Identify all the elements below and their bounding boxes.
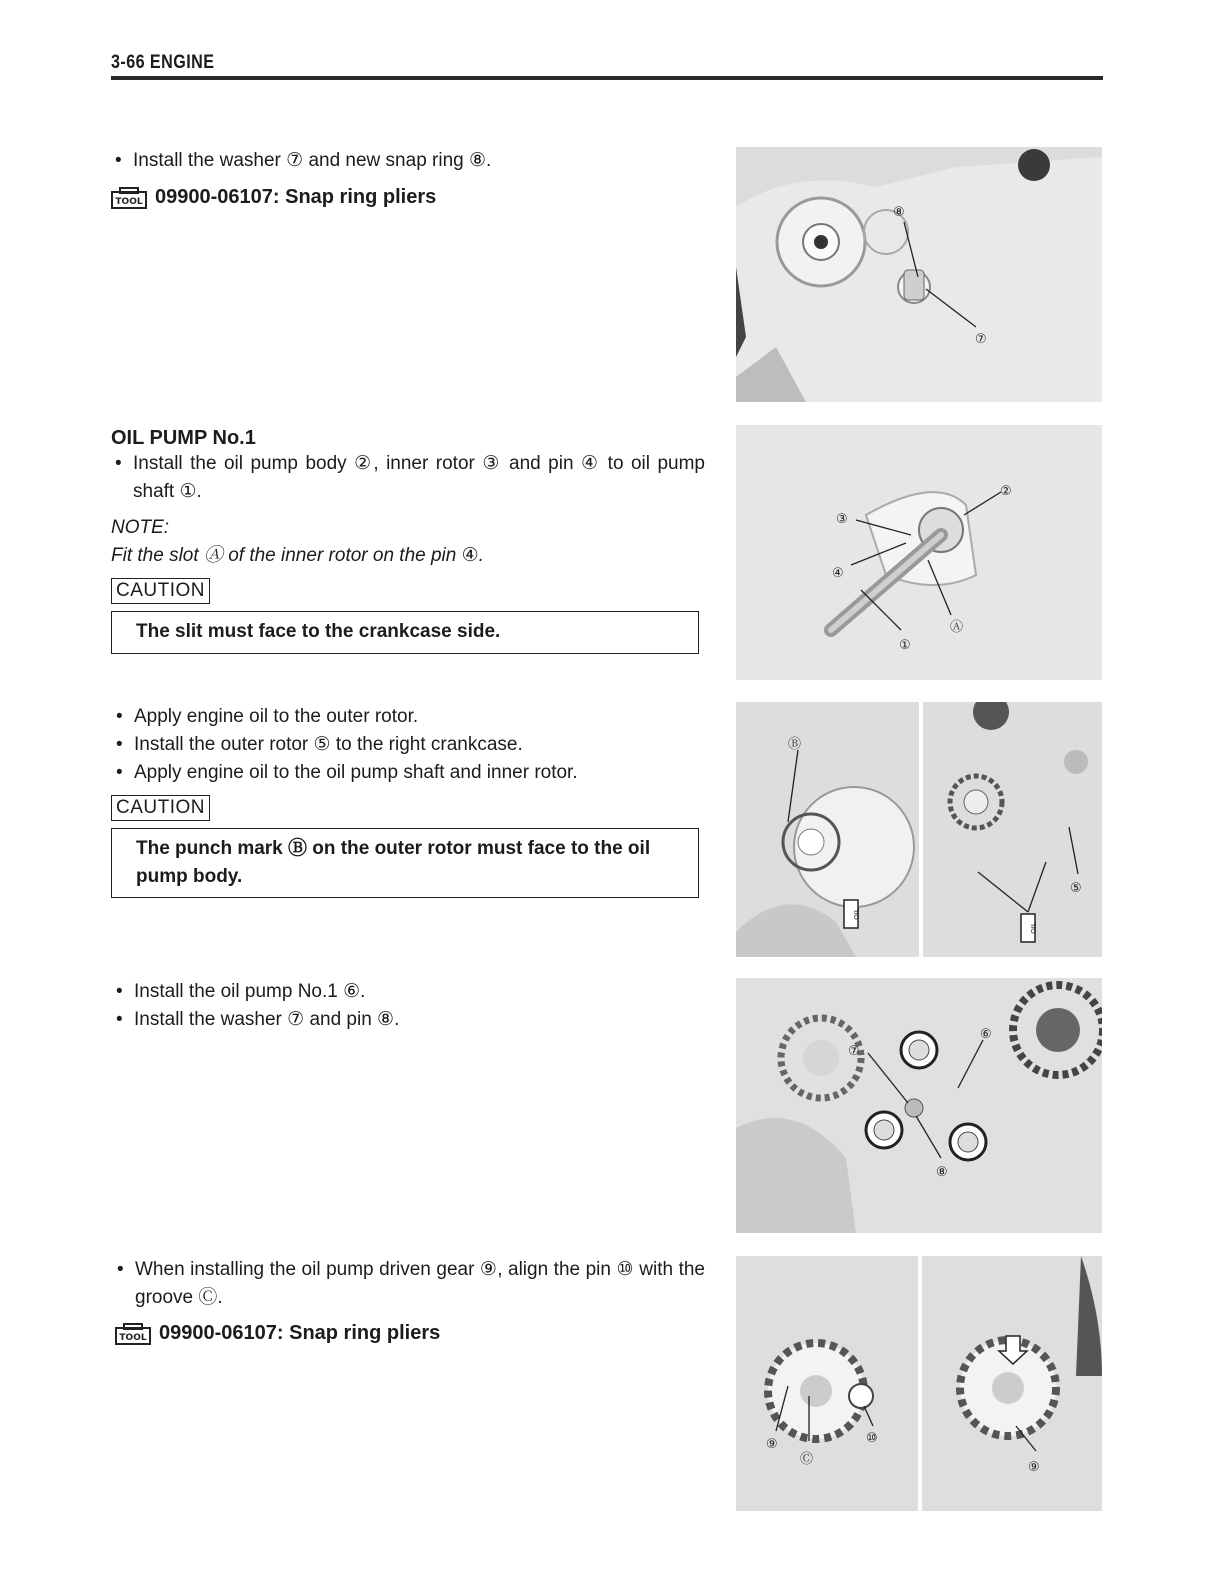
- s5-tool-text: 09900-06107: Snap ring pliers: [159, 1322, 441, 1344]
- photo-oil-pump-installed: [736, 978, 1102, 1233]
- s3-bullet-1: • Apply engine oil to the outer rotor.: [134, 703, 704, 731]
- s3-caution-box: [111, 828, 699, 898]
- p4-callout-7: ⑦: [848, 1044, 860, 1059]
- tool-icon-label: TOOL: [115, 196, 143, 207]
- photo-washer-snap-ring: [736, 147, 1102, 402]
- p5-callout-C: Ⓒ: [800, 1452, 814, 1467]
- s1-bullet-1: • Install the washer ⑦ and new snap ring ⑧.: [133, 147, 703, 175]
- p1-callout-7: ⑦: [975, 332, 987, 347]
- p2-callout-A: Ⓐ: [950, 620, 964, 635]
- s1-tool-line: [111, 186, 436, 209]
- s2-bullet-1: • Install the oil pump body ②, inner rotor ③ and pin ④ to oil pump shaft ①.: [133, 450, 705, 506]
- p5-callout-9a: ⑨: [766, 1437, 778, 1452]
- p2-callout-3: ③: [836, 512, 848, 527]
- s5-bullet-1: • When installing the oil pump driven gear ⑨, align the pin ⑩ with the groove Ⓒ.: [135, 1256, 705, 1312]
- p5-callout-10: ⑩: [866, 1431, 878, 1446]
- tool-icon: [111, 187, 147, 209]
- p5-callout-9b: ⑨: [1028, 1460, 1040, 1475]
- photo-outer-rotor: [736, 702, 1102, 957]
- oil-icon-label: OIL: [1030, 922, 1038, 934]
- s2-caution-text: The slit must face to the crankcase side.: [136, 621, 501, 642]
- s3-bullet-3: • Apply engine oil to the oil pump shaft and inner rotor.: [134, 759, 704, 787]
- p3-callout-5: ⑤: [1070, 881, 1082, 896]
- s2-caution-label: CAUTION: [111, 578, 210, 604]
- p2-callout-2: ②: [1000, 484, 1012, 499]
- s2-heading: OIL PUMP No.1: [111, 427, 256, 449]
- s4-bullet-2: • Install the washer ⑦ and pin ⑧.: [134, 1006, 704, 1034]
- s5-tool-line: [115, 1322, 440, 1345]
- p4-callout-6: ⑥: [980, 1027, 992, 1042]
- s2-caution-box: [111, 611, 699, 654]
- s3-bullet-2: • Install the outer rotor ⑤ to the right crankcase.: [134, 731, 704, 759]
- s2-note-text: Fit the slot Ⓐ of the inner rotor on the pin ④.: [111, 545, 484, 566]
- tool-icon-label: TOOL: [119, 1332, 147, 1343]
- photo-driven-gear: [736, 1256, 1102, 1511]
- p2-callout-4: ④: [832, 566, 844, 581]
- s3-caution-label: CAUTION: [111, 795, 210, 821]
- p2-callout-1: ①: [899, 638, 911, 653]
- page-number-title: 3-66 ENGINE: [111, 52, 215, 73]
- tool-icon: [115, 1323, 151, 1345]
- s2-note-label: NOTE:: [111, 517, 170, 538]
- oil-icon-label: OIL: [853, 908, 861, 920]
- page-header: [111, 50, 1103, 80]
- p4-callout-8: ⑧: [936, 1165, 948, 1180]
- p3-callout-B: Ⓑ: [788, 737, 802, 752]
- p1-callout-8: ⑧: [893, 205, 905, 220]
- header-rule: [111, 76, 1103, 80]
- s1-tool-text: 09900-06107: Snap ring pliers: [155, 186, 437, 208]
- s3-caution-text: The punch mark Ⓑ on the outer rotor must face to the oil pump body.: [136, 838, 651, 887]
- s4-bullet-1: • Install the oil pump No.1 ⑥.: [134, 978, 704, 1006]
- photo-oil-pump-shaft: [736, 425, 1102, 680]
